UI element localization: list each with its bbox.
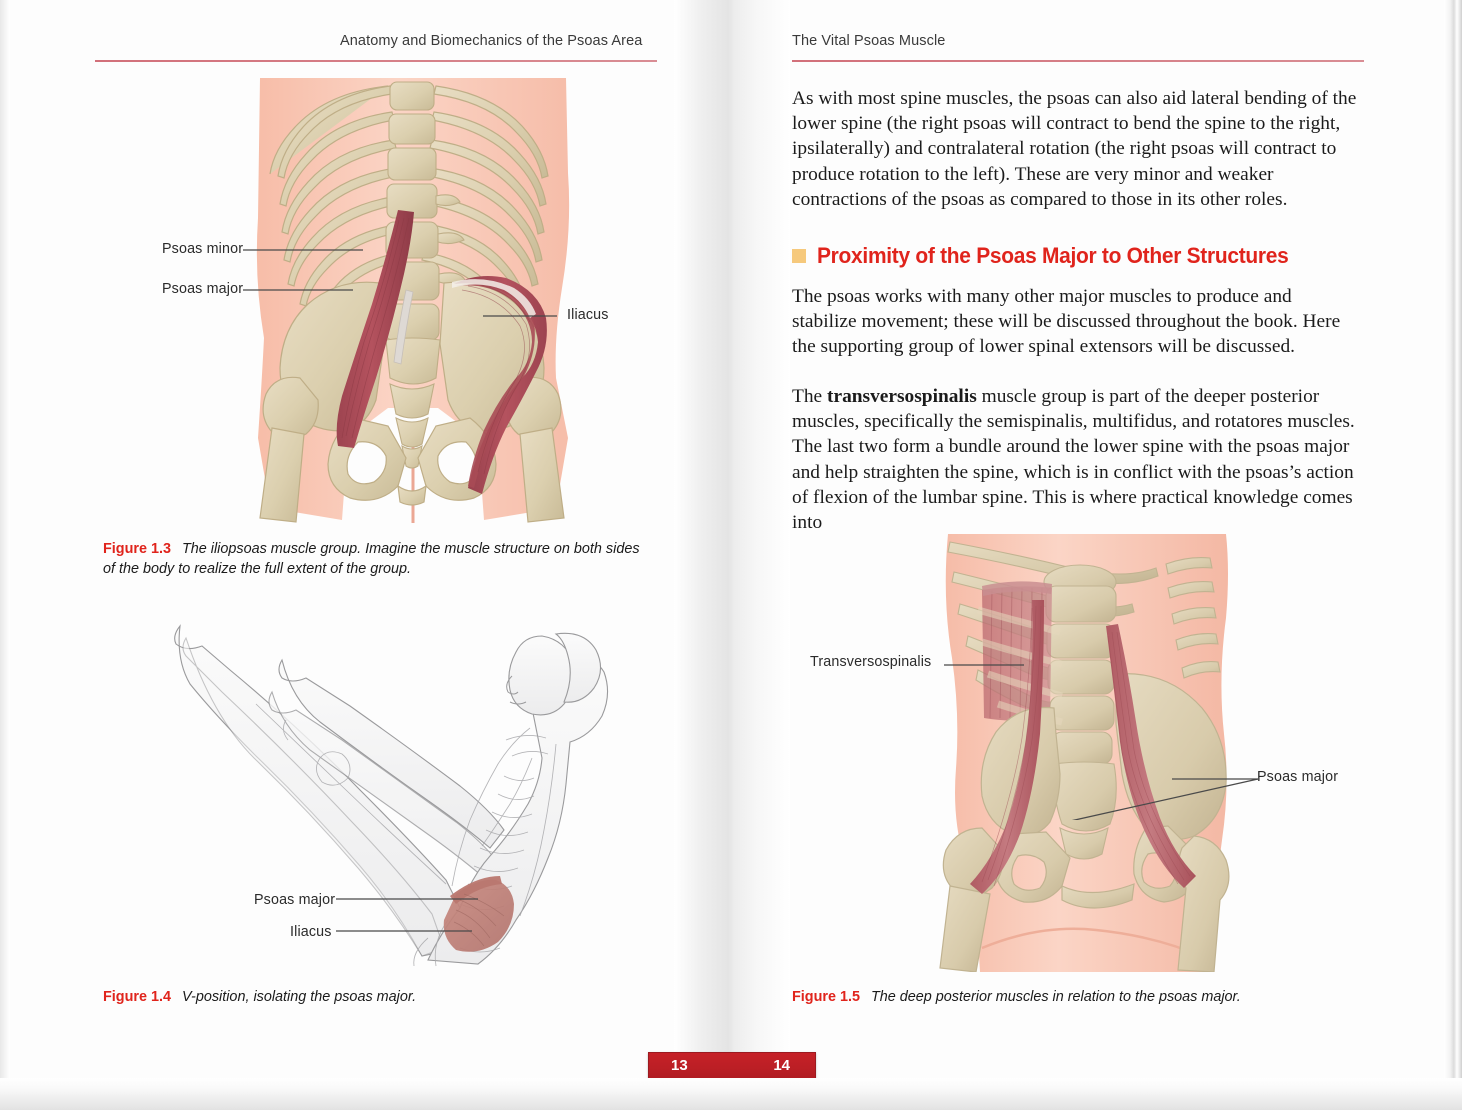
section-heading-text: Proximity of the Psoas Major to Other Structures: [817, 243, 1289, 268]
paragraph-3-post: muscle group is part of the deeper posterior muscles, specifically the semispinalis, multifidus, and rotatores muscles. The last two form a bundle around the lower spine with the psoas major and help straighten the spine, which is in conflict with the psoas’s action of flexion of the lumbar spine. This is where practical knowledge comes into: [792, 386, 1355, 534]
bullet-square-icon: [792, 249, 806, 263]
paragraph-3: [792, 384, 1364, 535]
right-page: [780, 0, 1452, 1078]
label-psoas-major-fig15: Psoas major: [1257, 769, 1339, 785]
left-page-edge: [0, 0, 10, 1078]
left-header-rule: [95, 60, 657, 62]
figure-1-3-number: Figure 1.3: [103, 541, 171, 557]
figure-1-5-caption-text: The deep posterior muscles in relation to the psoas major.: [870, 989, 1241, 1005]
figure-1-4-caption-text: V-position, isolating the psoas major.: [181, 989, 417, 1005]
figure-1-4-caption: [103, 988, 648, 1008]
section-heading: [792, 243, 1324, 269]
label-psoas-major-fig14: Psoas major: [254, 892, 336, 908]
page-number-left: 13: [671, 1057, 688, 1074]
figure-1-5-number: Figure 1.5: [792, 989, 860, 1005]
page-number-right: 14: [773, 1057, 790, 1074]
paragraph-3-pre: The: [792, 386, 827, 407]
figure-1-4-number: Figure 1.4: [103, 989, 171, 1005]
label-iliacus-fig13: Iliacus: [567, 307, 609, 323]
right-header-rule: [792, 60, 1364, 62]
left-running-head: Anatomy and Biomechanics of the Psoas Area: [340, 33, 643, 49]
left-page: [10, 0, 686, 1078]
label-psoas-major-fig13: Psoas major: [162, 281, 244, 297]
figure-1-5-caption: [792, 988, 1352, 1008]
paragraph-1: As with most spine muscles, the psoas can also aid lateral bending of the lower spine (the right psoas will contract to bend the spine to the right, ipsilaterally) and contralateral rotation (the right psoas will contract to produce rotation to the left). These are very minor and weaker contractions of the psoas as compared to those in its other roles.: [792, 88, 1357, 210]
label-iliacus-fig14: Iliacus: [290, 924, 332, 940]
spread-gutter: [674, 0, 790, 1078]
viewer-bottom-strip: [0, 1078, 1462, 1110]
label-transversospinalis: Transversospinalis: [810, 654, 932, 670]
right-running-head: The Vital Psoas Muscle: [792, 33, 946, 49]
figure-1-3-caption-text: The iliopsoas muscle group. Imagine the muscle structure on both sides of the body to realize the full extent of the group.: [103, 541, 640, 577]
figure-1-3-caption: [103, 540, 648, 579]
label-psoas-minor: Psoas minor: [162, 241, 244, 257]
paragraph-3-bold-term: transversospinalis: [827, 386, 977, 407]
paragraph-2: The psoas works with many other major muscles to produce and stabilize movement; these will be discussed throughout the book. Here the supporting group of lower spinal extensors will be discussed.: [792, 286, 1341, 358]
